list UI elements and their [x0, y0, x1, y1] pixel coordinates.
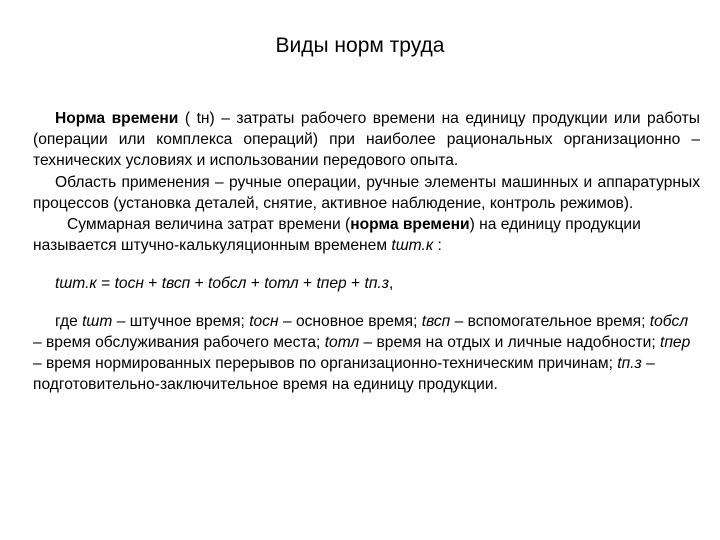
formula-term-per: tпер: [316, 275, 347, 293]
term-time-norm: Норма времени: [55, 110, 179, 127]
formula-plus: +: [298, 275, 317, 293]
time-norm-notation: ( tн): [178, 110, 215, 127]
total-time-paragraph: [33, 214, 700, 256]
legend-symbol: tшт: [82, 312, 113, 330]
total-time-text-start: Суммарная величина затрат времени (: [67, 216, 351, 234]
legend-symbol: tобсл: [649, 312, 689, 330]
legend-lead: где: [55, 312, 83, 330]
formula-plus: +: [143, 275, 162, 293]
formula-term-vsp: tвсп: [161, 275, 191, 293]
legend-description: – штучное время;: [112, 312, 250, 330]
legend-symbol: tпер: [660, 333, 691, 351]
formula-term-otl: tотл: [264, 275, 299, 293]
slide-body: [33, 108, 700, 395]
term-time-norm-inline: норма времени: [350, 216, 470, 234]
application-paragraph: Область применения – ручные операции, ручные элементы машинных и аппаратурных процессов (установка деталей, снятие, активное наблюдение, контроль режимов).: [33, 173, 700, 212]
definition-text: – затраты рабочего времени на единицу продукции или работы (операции или комплекса операций) при наиболее рациональных организационно – технических условиях и использовании передового опыта.: [33, 110, 700, 170]
formula: [33, 273, 700, 294]
formula-plus: +: [346, 275, 365, 293]
formula-plus: +: [190, 275, 209, 293]
symbol-tsht-k: tшт.к: [391, 237, 434, 255]
formula-plus: +: [246, 275, 265, 293]
legend-description: – основное время;: [278, 312, 422, 330]
legend-symbol: tотл: [324, 333, 360, 351]
legend-description: – вспомогательное время;: [450, 312, 650, 330]
total-time-text-middle: ) на единицу продукции называется штучно-калькуляционным временем: [33, 216, 641, 255]
legend-symbol: tвсп: [421, 312, 451, 330]
formula-term-pz: tп.з: [364, 275, 389, 293]
legend-description: – время обслуживания рабочего места;: [33, 333, 325, 351]
formula-term-obsl: tобсл: [208, 275, 247, 293]
page-title: Виды норм труда: [275, 34, 445, 57]
formula-equals: =: [96, 275, 115, 293]
legend-description: – время на отдых и личные надобности;: [359, 333, 661, 351]
legend-description: – время нормированных перерывов по организационно-техническим причинам;: [33, 355, 618, 373]
formula-lhs: tшт.к: [55, 275, 97, 293]
formula-term-osn: tосн: [114, 275, 144, 293]
legend-symbol: tп.з: [617, 355, 642, 373]
definition-paragraph: [33, 108, 700, 172]
legend-symbol: tосн: [249, 312, 279, 330]
total-time-text-end: :: [433, 237, 442, 255]
legend-paragraph: [33, 311, 700, 396]
legend-description: – подготовительно-заключительное время на единицу продукции.: [33, 355, 655, 394]
formula-end: ,: [388, 275, 394, 293]
